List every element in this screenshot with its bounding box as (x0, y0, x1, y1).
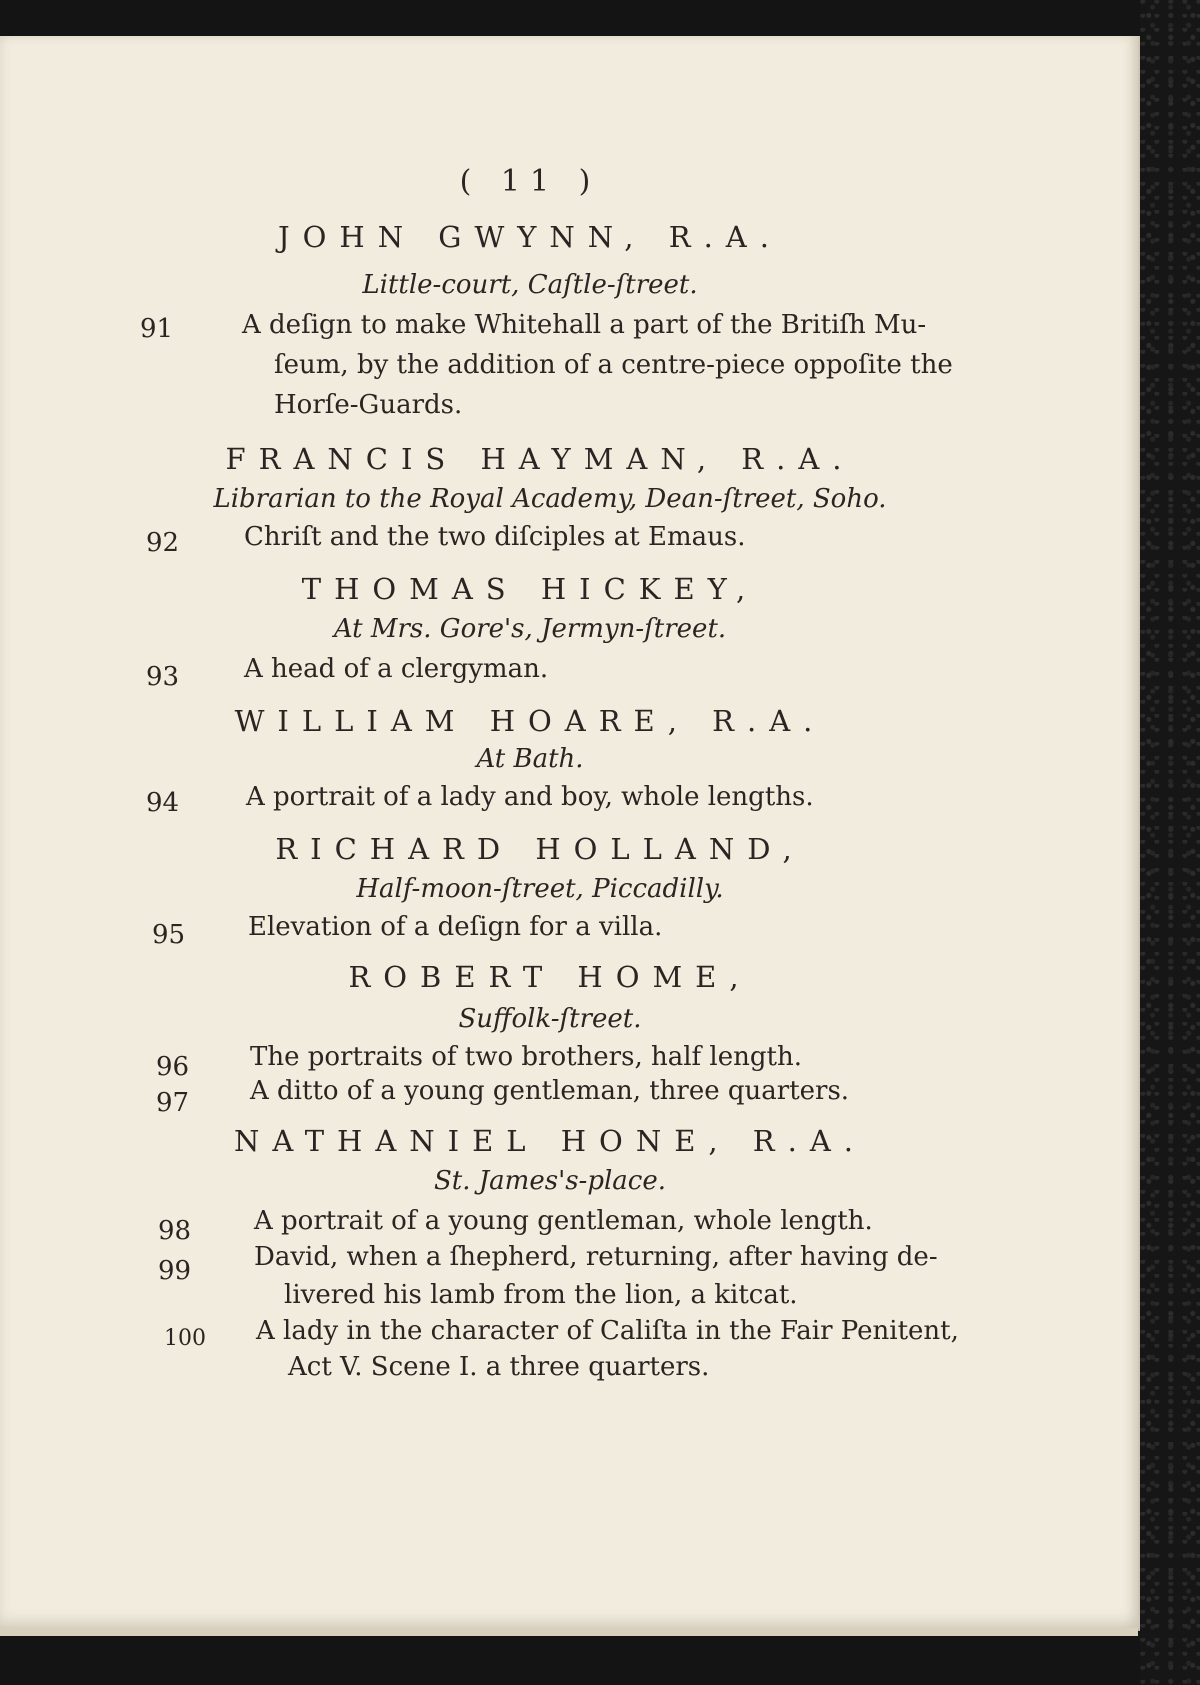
entry-number: 91 (140, 314, 174, 344)
entry-text: Chriſt and the two diſciples at Emaus. (244, 522, 746, 552)
entry-number: 92 (146, 528, 180, 558)
background-edge (1140, 0, 1200, 1685)
book-page (0, 36, 1140, 1631)
entry-number: 100 (164, 1326, 206, 1351)
artist-address: At Mrs. Gore's, Jermyn-ſtreet. (333, 614, 727, 644)
entry-number: 93 (146, 662, 180, 692)
artist-name: NATHANIEL HONE, R.A. (233, 1124, 867, 1158)
entry-text-continued: livered his lamb from the lion, a kitcat. (284, 1280, 798, 1310)
artist-name: ROBERT HOME, (348, 960, 752, 994)
artist-name: RICHARD HOLLAND, (275, 832, 805, 866)
artist-address: Half-moon-ſtreet, Piccadilly. (356, 874, 724, 904)
entry-text: A deſign to make Whitehall a part of the Britiſh Mu- (242, 310, 927, 340)
entry-text: The portraits of two brothers, half length. (250, 1042, 802, 1072)
entry-number: 94 (146, 788, 180, 818)
artist-name: THOMAS HICKEY, (301, 572, 759, 606)
entry-text-continued: Horſe-Guards. (274, 390, 463, 420)
artist-address: Suffolk-ſtreet. (458, 1004, 642, 1034)
artist-address: Little-court, Caſtle-ſtreet. (362, 270, 698, 300)
artist-address: At Bath. (476, 744, 584, 774)
entry-text-continued: Act V. Scene I. a three quarters. (288, 1352, 710, 1382)
entry-number: 95 (152, 920, 186, 950)
entry-text: A ditto of a young gentleman, three quarters. (250, 1076, 850, 1106)
artist-name: WILLIAM HOARE, R.A. (234, 704, 826, 738)
entry-text: Elevation of a deſign for a villa. (248, 912, 663, 942)
page-number: ( 11 ) (459, 164, 601, 199)
artist-address: Librarian to the Royal Academy, Dean-ſtreet, Soho. (213, 484, 887, 514)
entry-text: A portrait of a young gentleman, whole length. (254, 1206, 873, 1236)
entry-text: A portrait of a lady and boy, whole lengths. (246, 782, 814, 812)
entry-text-continued: ſeum, by the addition of a centre-piece oppoſite the (274, 350, 953, 380)
entry-text: A head of a clergyman. (244, 654, 549, 684)
entry-text: A lady in the character of Caliſta in the Fair Penitent, (256, 1316, 959, 1346)
artist-name: JOHN GWYNN, R.A. (278, 220, 782, 254)
entry-number: 98 (158, 1216, 192, 1246)
entry-number: 97 (156, 1088, 190, 1118)
entry-number: 99 (158, 1256, 192, 1286)
entry-text: David, when a ſhepherd, returning, after having de- (254, 1242, 938, 1272)
artist-name: FRANCIS HAYMAN, R.A. (225, 442, 855, 476)
entry-number: 96 (156, 1052, 190, 1082)
artist-address: St. James's-place. (433, 1166, 667, 1196)
